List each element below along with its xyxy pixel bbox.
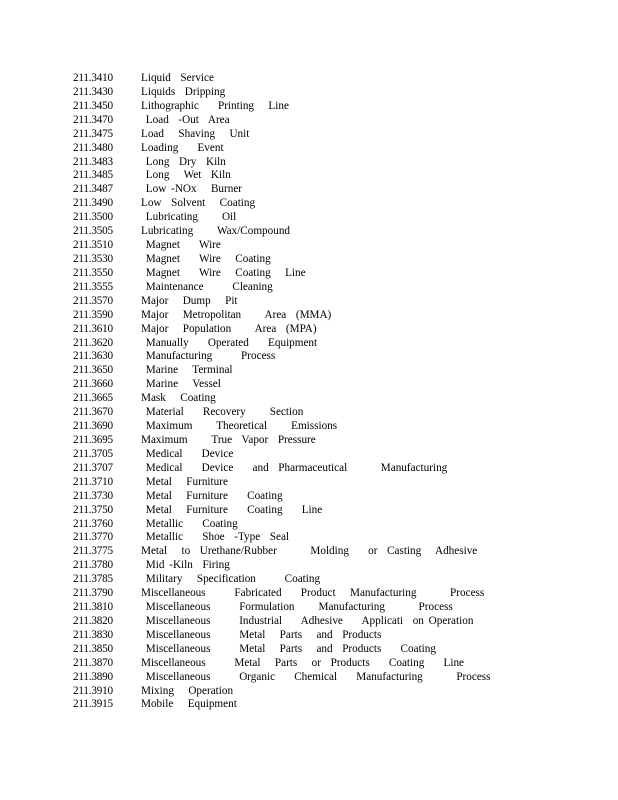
section-number: 211.3730 (73, 489, 113, 502)
definition-row (73, 448, 491, 462)
section-number: 211.3485 (73, 169, 113, 182)
section-number: 211.3660 (73, 378, 113, 391)
definition-row (73, 142, 491, 156)
definition-row (73, 504, 491, 518)
definition-row (73, 559, 491, 573)
section-number: 211.3690 (73, 420, 113, 433)
defined-term: Miscellaneous Metal Parts and Products (141, 628, 382, 641)
definition-row (73, 378, 491, 392)
definition-row (73, 671, 491, 685)
defined-term: Magnet Wire Coating (141, 252, 271, 265)
section-number: 211.3760 (73, 517, 113, 530)
defined-term: Low -NOx Burner (141, 183, 243, 196)
section-number: 211.3775 (73, 545, 113, 558)
section-number: 211.3530 (73, 252, 113, 265)
defined-term: Metal Furniture Coating (141, 489, 283, 502)
defined-term: Metal Furniture (141, 475, 228, 488)
section-number: 211.3830 (73, 628, 113, 641)
definition-row (73, 197, 491, 211)
defined-term: Mid -Kiln Firing (141, 559, 230, 572)
section-number: 211.3450 (73, 99, 113, 112)
defined-term: Load Shaving Unit (141, 127, 250, 140)
definition-row (73, 531, 491, 545)
definition-row (73, 337, 491, 351)
definition-row (73, 309, 491, 323)
defined-term: Low Solvent Coating (141, 197, 256, 210)
section-number: 211.3550 (73, 266, 113, 279)
section-number: 211.3695 (73, 433, 113, 446)
section-number: 211.3475 (73, 127, 113, 140)
definition-row (73, 239, 491, 253)
definition-row (73, 295, 491, 309)
definition-row (73, 86, 491, 100)
definition-row (73, 587, 491, 601)
defined-term: Military Specification Coating (141, 573, 321, 586)
section-number: 211.3487 (73, 183, 113, 196)
section-number: 211.3480 (73, 141, 113, 154)
section-number: 211.3870 (73, 656, 113, 669)
section-number: 211.3490 (73, 197, 113, 210)
section-number: 211.3785 (73, 573, 113, 586)
definition-row (73, 698, 491, 712)
defined-term: Material Recovery Section (141, 406, 304, 419)
definition-row (73, 490, 491, 504)
section-number: 211.3610 (73, 322, 113, 335)
defined-term: Long Wet Kiln (141, 169, 231, 182)
definition-row (73, 476, 491, 490)
definition-row (73, 629, 491, 643)
section-number: 211.3850 (73, 642, 113, 655)
defined-term: Metal to Urethane/Rubber Molding or Casting Adhesive (141, 545, 478, 558)
section-number: 211.3483 (73, 155, 113, 168)
definition-row (73, 392, 491, 406)
definition-row (73, 615, 491, 629)
section-number: 211.3810 (73, 601, 113, 614)
defined-term: Magnet Wire (141, 239, 221, 252)
definition-row (73, 406, 491, 420)
defined-term: Major Metropolitan Area (MMA) (141, 308, 332, 321)
defined-term: Maintenance Cleaning (141, 280, 273, 293)
section-number: 211.3705 (73, 447, 113, 460)
definition-row (73, 685, 491, 699)
definition-row (73, 643, 491, 657)
definition-row (73, 323, 491, 337)
section-number: 211.3410 (73, 72, 113, 84)
definition-row (73, 434, 491, 448)
defined-term: Mobile Equipment (141, 698, 237, 711)
section-number: 211.3570 (73, 294, 113, 307)
definition-row (73, 364, 491, 378)
defined-term: Miscellaneous Metal Parts and Products Coating (141, 642, 436, 655)
section-number: 211.3750 (73, 503, 113, 516)
section-number: 211.3890 (73, 670, 113, 683)
definition-row (73, 100, 491, 114)
section-number: 211.3470 (73, 113, 113, 126)
defined-term: Miscellaneous Fabricated Product Manufacturing Process (141, 587, 485, 600)
defined-term: Miscellaneous Formulation Manufacturing Process (141, 601, 453, 614)
defined-term: Manufacturing Process (141, 350, 276, 363)
definition-row (73, 183, 491, 197)
definition-row (73, 267, 491, 281)
defined-term: Metal Furniture Coating Line (141, 503, 323, 516)
definition-row (73, 114, 491, 128)
section-number: 211.3665 (73, 392, 113, 405)
definitions-list (73, 72, 491, 712)
section-number: 211.3915 (73, 698, 113, 711)
defined-term: Loading Event (141, 141, 224, 154)
definition-row (73, 281, 491, 295)
defined-term: Lithographic Printing Line (141, 99, 289, 112)
definition-row (73, 211, 491, 225)
definition-row (73, 72, 491, 86)
defined-term: Maximum Theoretical Emissions (141, 420, 338, 433)
definition-row (73, 420, 491, 434)
section-number: 211.3590 (73, 308, 113, 321)
definition-row (73, 462, 491, 476)
defined-term: Lubricating Oil (141, 211, 237, 224)
definition-row (73, 253, 491, 267)
defined-term: Manually Operated Equipment (141, 336, 318, 349)
defined-term: Lubricating Wax/Compound (141, 225, 291, 238)
definition-row (73, 573, 491, 587)
defined-term: Metallic Shoe -Type Seal (141, 531, 290, 544)
section-number: 211.3910 (73, 684, 113, 697)
section-number: 211.3820 (73, 614, 113, 627)
defined-term: Marine Vessel (141, 378, 221, 391)
definition-row (73, 601, 491, 615)
section-number: 211.3670 (73, 406, 113, 419)
defined-term: Liquids Dripping (141, 85, 226, 98)
definition-row (73, 156, 491, 170)
section-number: 211.3505 (73, 225, 113, 238)
section-number: 211.3707 (73, 461, 113, 474)
defined-term: Medical Device and Pharmaceutical Manufacturing (141, 461, 448, 474)
defined-term: Magnet Wire Coating Line (141, 266, 306, 279)
definition-row (73, 657, 491, 671)
section-number: 211.3780 (73, 559, 113, 572)
defined-term: Liquid Service (141, 72, 214, 84)
section-number: 211.3650 (73, 364, 113, 377)
section-number: 211.3790 (73, 587, 113, 600)
defined-term: Maximum True Vapor Pressure (141, 433, 316, 446)
section-number: 211.3555 (73, 280, 113, 293)
section-number: 211.3620 (73, 336, 113, 349)
defined-term: Mixing Operation (141, 684, 234, 697)
section-number: 211.3500 (73, 211, 113, 224)
defined-term: Miscellaneous Metal Parts or Products Coating Line (141, 656, 465, 669)
defined-term: Major Dump Pit (141, 294, 238, 307)
defined-term: Load -Out Area (141, 113, 230, 126)
definition-row (73, 225, 491, 239)
definition-row (73, 518, 491, 532)
defined-term: Miscellaneous Industrial Adhesive Applicati on Operation (141, 614, 474, 627)
section-number: 211.3430 (73, 85, 113, 98)
defined-term: Long Dry Kiln (141, 155, 226, 168)
section-number: 211.3510 (73, 239, 113, 252)
definition-row (73, 350, 491, 364)
defined-term: Miscellaneous Organic Chemical Manufacturing Process (141, 670, 491, 683)
defined-term: Mask Coating (141, 392, 216, 405)
defined-term: Medical Device (141, 447, 234, 460)
definition-row (73, 169, 491, 183)
section-number: 211.3770 (73, 531, 113, 544)
defined-term: Marine Terminal (141, 364, 233, 377)
definition-row (73, 545, 491, 559)
section-number: 211.3710 (73, 475, 113, 488)
defined-term: Metallic Coating (141, 517, 238, 530)
defined-term: Major Population Area (MPA) (141, 322, 317, 335)
section-number: 211.3630 (73, 350, 113, 363)
definition-row (73, 128, 491, 142)
